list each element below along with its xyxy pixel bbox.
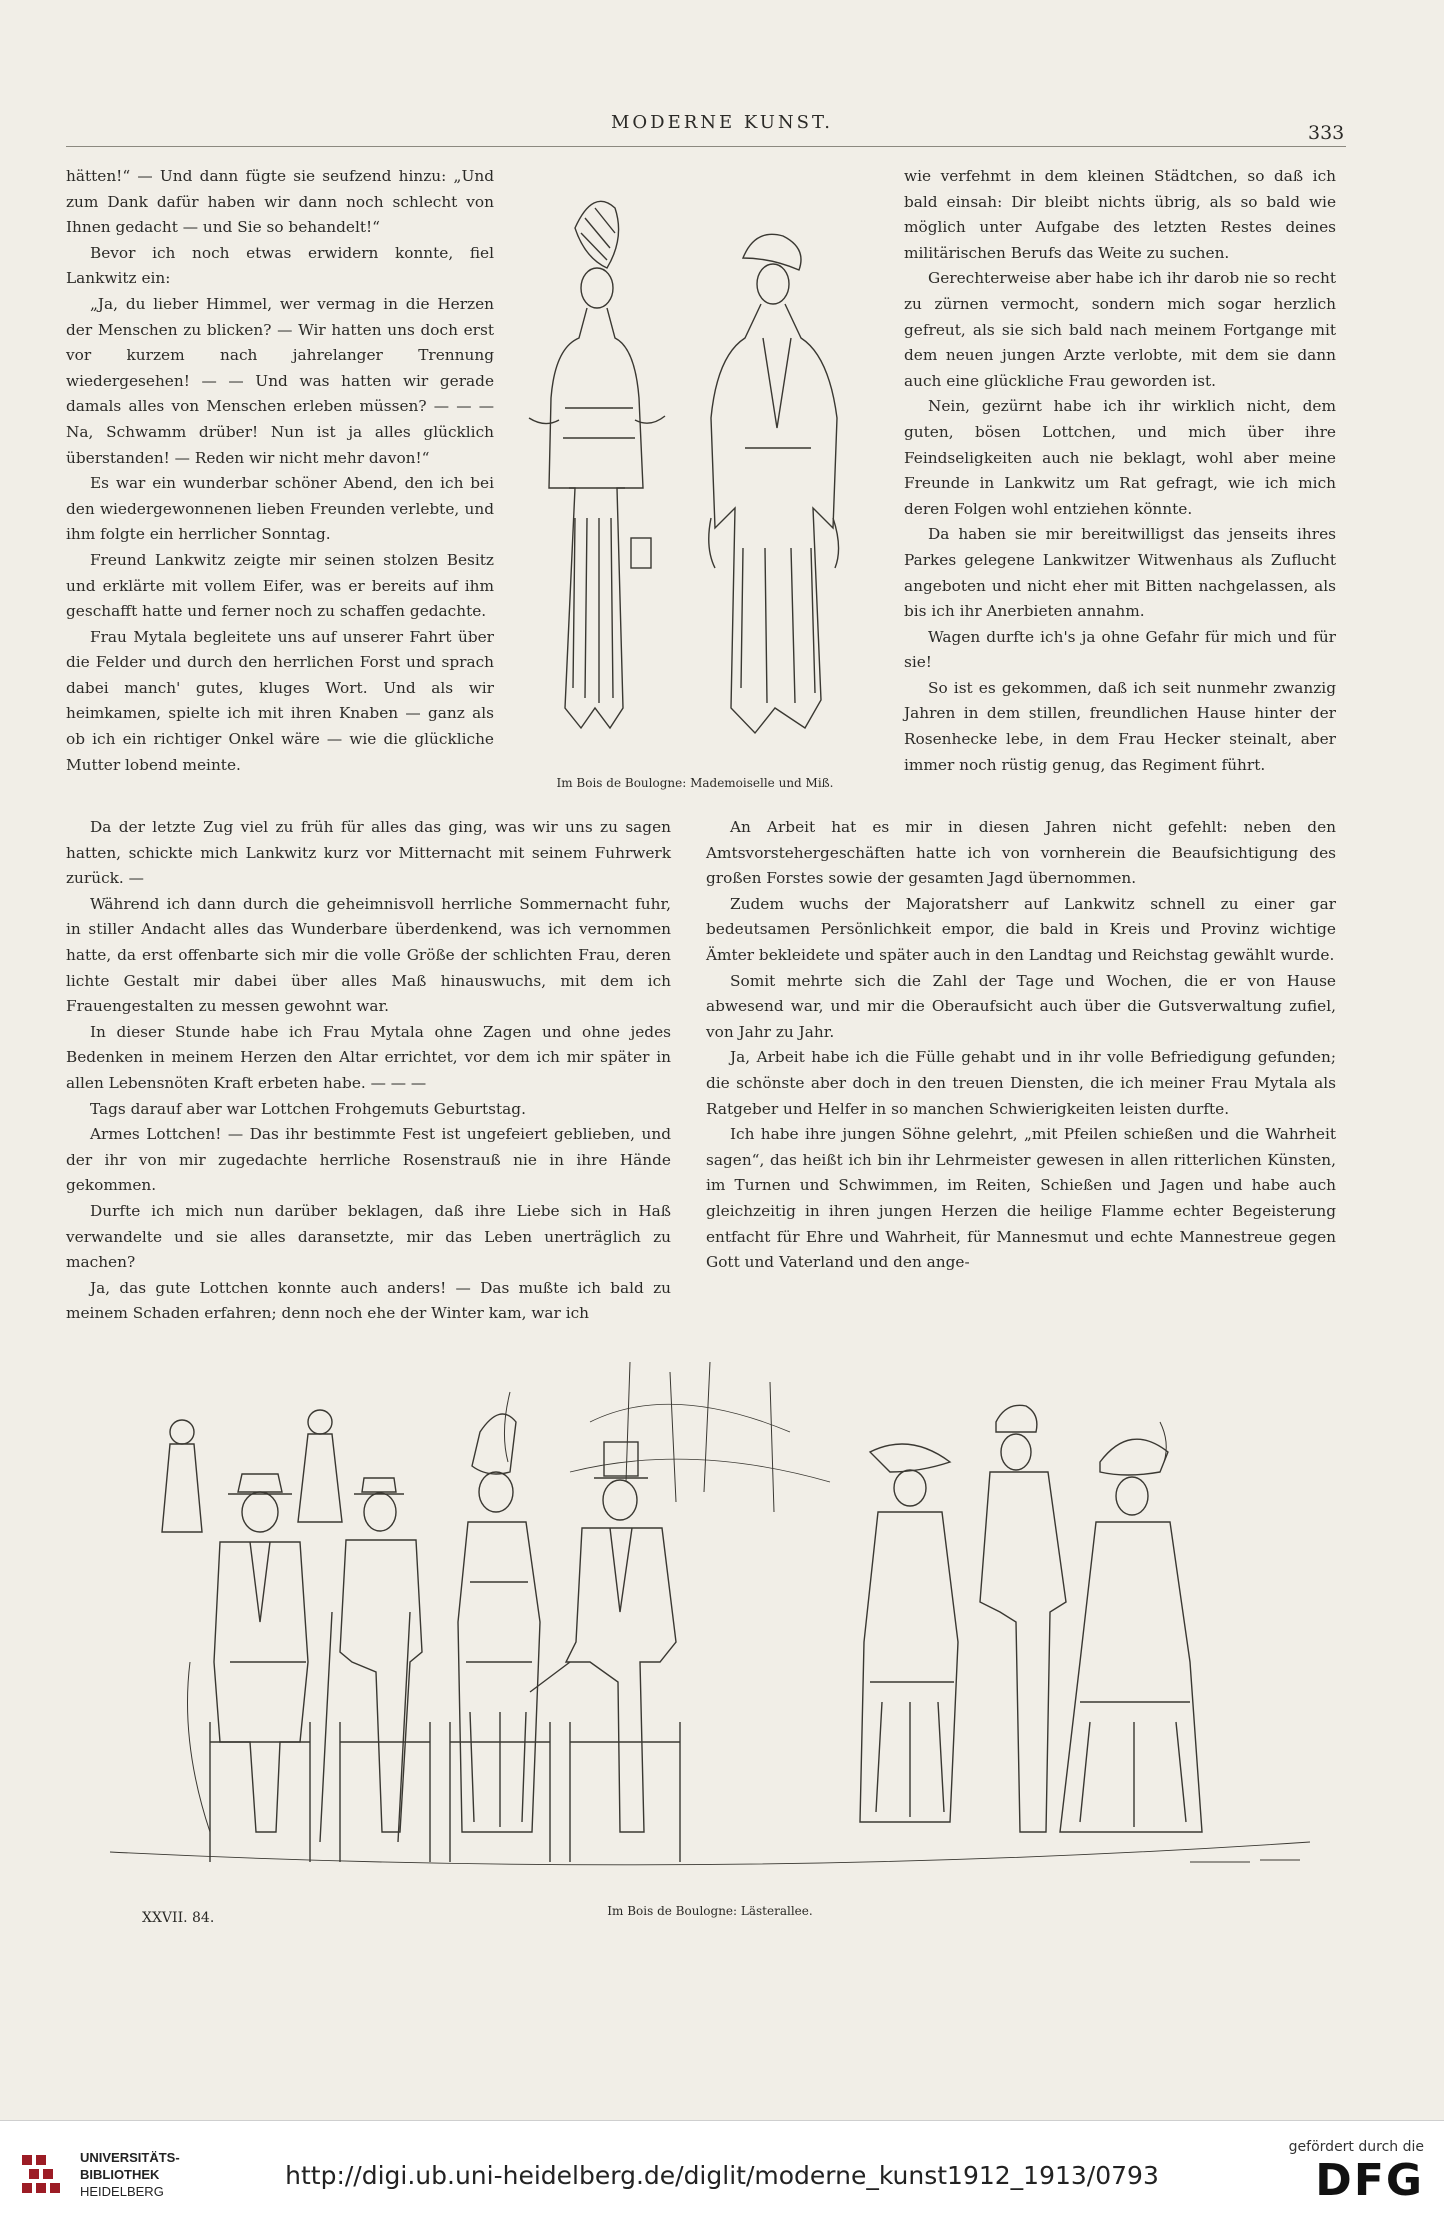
illustration-laesterallee	[70, 1362, 1350, 1890]
institution-line: BIBLIOTHEK	[80, 2167, 160, 2182]
paragraph: hätten!“ — Und dann fügte sie seufzend hinzu: „Und zum Dank dafür haben wir dann noch schlecht von Ihnen gedacht — und Sie so behandelt!“	[66, 167, 494, 237]
paragraph: „Ja, du lieber Himmel, wer vermag in die Herzen der Menschen zu blicken? — Wir hatten uns doch erst vor kurzem nach jahrelanger Trennung wiedergesehen! — — Und was hatten wir gerade damals alles von Menschen erleben müssen? — — — Na, Schwamm drüber! Nun ist ja alles glücklich überstanden! — Reden wir nicht mehr davon!“	[66, 294, 494, 467]
paragraph: Da haben sie mir bereitwilligst das jenseits ihres Parkes gelegene Lankwitzer Witwenhaus als Zuflucht angeboten und nicht eher mit Bitten nachgelassen, als bis ich ihr Anerbieten annahm.	[904, 525, 1336, 621]
paragraph: Durfte ich mich nun darüber beklagen, daß ihre Liebe sich in Haß verwandelte und sie alles daransetzte, mir das Leben unerträglich zu machen?	[66, 1201, 671, 1272]
paragraph: Gerechterweise aber habe ich ihr darob nie so recht zu zürnen vermocht, sondern mich sogar herzlich gefreut, als sie sich bald nach meinem Fortgange mit dem neuen jungen Arzte verlobte, mit dem sie dann auch eine glückliche Frau geworden ist.	[904, 269, 1336, 390]
paragraph: So ist es gekommen, daß ich seit nunmehr zwanzig Jahren in dem stillen, freundlichen Hause hinter der Rosenhecke lebe, in dem Frau Hecker steinalt, aber immer noch rüstig genug, das Regiment führt.	[904, 678, 1336, 774]
paragraph: Ja, das gute Lottchen konnte auch anders! — Das mußte ich bald zu meinem Schaden erfahren; denn noch ehe der Winter kam, war ich	[66, 1278, 671, 1323]
paragraph: Wagen durfte ich's ja ohne Gefahr für mich und für sie!	[904, 627, 1336, 672]
header-rule	[66, 146, 1346, 147]
left-column	[66, 164, 494, 778]
paragraph: Zudem wuchs der Majoratsherr auf Lankwitz schnell zu einer gar bedeutsamen Persönlichkeit empor, die bald in Kreis und Provinz wichtige Ämter bekleidete und später auch in den Landtag und Reichstag gewählt wurde.	[706, 894, 1336, 964]
paragraph: Somit mehrte sich die Zahl der Tage und Wochen, die er von Hause abwesend war, und mir die Oberaufsicht auch über die Gutsverwaltung zufiel, von Jahr zu Jahr.	[706, 971, 1336, 1041]
dfg-logo-icon: DFG	[1315, 2155, 1424, 2206]
right-column	[904, 164, 1336, 778]
paragraph: Während ich dann durch die geheimnisvoll herrliche Sommernacht fuhr, in stiller Andacht alles das Wunderbare überdenkend, was ich vernommen hatte, da erst offenbarte sich mir die volle Größe der schlichten Frau, deren lichte Gestalt mir dabei über alles Maß hinauswuchs, mit dem ich Frauengestalten zu messen gewohnt war.	[66, 894, 671, 1016]
permalink-url[interactable]: http://digi.ub.uni-heidelberg.de/diglit/moderne_kunst1912_1913/0793	[285, 2161, 1159, 2190]
illustration-mademoiselle-und-miss	[515, 188, 885, 768]
paragraph: Da der letzte Zug viel zu früh für alles das ging, was wir uns zu sagen hatten, schickte mich Lankwitz kurz vor Mitternacht mit seinem Fuhrwerk zurück. —	[66, 818, 671, 888]
paragraph: Freund Lankwitz zeigte mir seinen stolzen Besitz und erklärte mit vollem Eifer, was er bereits auf ihm geschafft hatte und ferner noch zu schaffen gedachte.	[66, 550, 494, 621]
institution-line: HEIDELBERG	[80, 2184, 164, 2199]
paragraph: An Arbeit hat es mir in diesen Jahren nicht gefehlt: neben den Amtsvorstehergeschäften hatte ich von vornherein die Beaufsichtigung des großen Forstes sowie der gesamten Jagd übernommen.	[706, 818, 1336, 888]
paragraph: Tags darauf aber war Lottchen Frohgemuts Geburtstag.	[90, 1099, 526, 1118]
paragraph: Es war ein wunderbar schöner Abend, den ich bei den wiedergewonnenen lieben Freunden verlebte, und ihm folgte ein herrlicher Sonntag.	[66, 474, 494, 544]
paragraph: Frau Mytala begleitete uns auf unserer Fahrt über die Felder und durch den herrlichen Forst und sprach dabei manch' gutes, kluges Wort. Und als wir heimkamen, spielte ich mit ihren Knaben — ganz als ob ich ein richtiger Onkel wäre — wie die glückliche Mutter lobend meinte.	[66, 627, 494, 774]
right-column-wide	[706, 815, 1336, 1276]
footer-bar	[0, 2120, 1444, 2232]
paragraph: Nein, gezürnt habe ich ihr wirklich nicht, dem guten, bösen Lottchen, und mich über ihre Feindseligkeiten auch nie beklagt, wohl aber meine Freunde in Lankwitz um Rat gefragt, wie ich mich deren Folgen wohl entziehen könnte.	[904, 397, 1336, 518]
paragraph: In dieser Stunde habe ich Frau Mytala ohne Zagen und ohne jedes Bedenken in meinem Herzen den Altar errichtet, vor dem ich mir später in allen Lebensnöten Kraft erbeten habe. — — —	[66, 1022, 671, 1092]
funder-note: gefördert durch die	[1288, 2139, 1424, 2155]
caption-top-figure: Im Bois de Boulogne: Mademoiselle und Miß.	[556, 776, 834, 790]
paragraph: wie verfehmt in dem kleinen Städtchen, so daß ich bald einsah: Dir bleibt nichts übrig, als so bald wie möglich unter Aufgabe des letzten Restes deines militärischen Berufs das Weite zu suchen.	[904, 167, 1336, 262]
left-column-wide	[66, 815, 671, 1327]
paragraph: Bevor ich noch etwas erwidern konnte, fiel Lankwitz ein:	[66, 243, 494, 288]
signature-mark: XXVII. 84.	[142, 1910, 215, 1926]
paragraph: Ich habe ihre jungen Söhne gelehrt, „mit Pfeilen schießen und die Wahrheit sagen“, das heißt ich bin ihr Lehrmeister gewesen in allen ritterlichen Künsten, im Turnen und Schwimmen, im Reiten, Schießen und Jagen und habe auch gleichzeitig in ihren jungen Herzen die heilige Flamme echter Begeisterung entfacht für Ehre und Wahrheit, für Mannesmut und echte Mannestreue gegen Gott und Vaterland und den ange-	[706, 1125, 1336, 1272]
paragraph: Ja, Arbeit habe ich die Fülle gehabt und in ihr volle Befriedigung gefunden; die schönste aber doch in den treuen Diensten, die ich meiner Frau Mytala als Ratgeber und Helfer in so manchen Schwierigkeiten leisten durfte.	[706, 1048, 1336, 1118]
caption-bottom-figure: Im Bois de Boulogne: Lästerallee.	[607, 1904, 813, 1918]
running-head: MODERNE KUNST.	[610, 112, 834, 133]
institution-line: UNIVERSITÄTS-	[80, 2150, 180, 2165]
funder-logo	[1274, 2139, 1424, 2219]
page-number: 333	[1308, 122, 1345, 144]
paragraph: Armes Lottchen! — Das ihr bestimmte Fest ist ungefeiert geblieben, und der ihr von mir zugedachte herrliche Rosenstrauß nie in ihre Hände gekommen.	[66, 1125, 671, 1195]
